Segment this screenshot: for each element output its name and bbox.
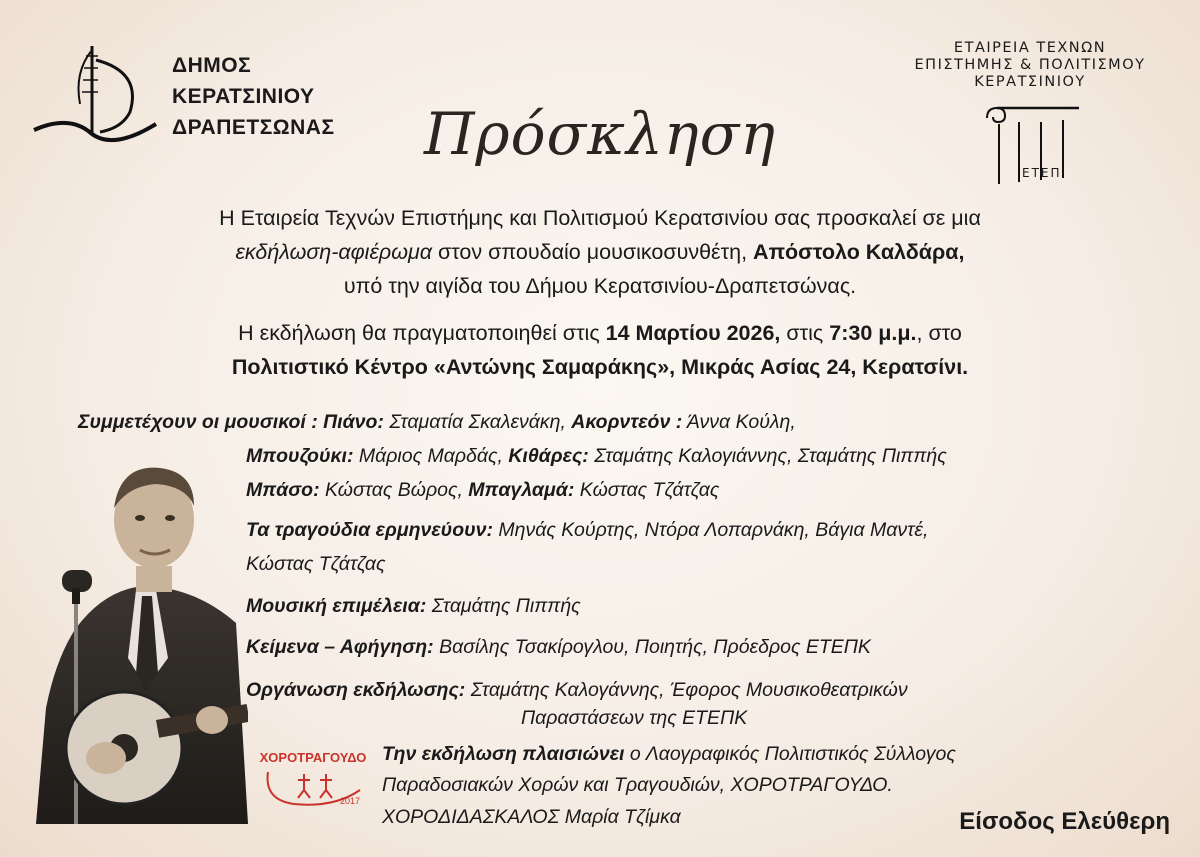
frame-association: ο Λαογραφικός Πολιτιστικός Σύλλογος bbox=[629, 743, 956, 765]
event-date: 14 Μαρτίου 2026, bbox=[605, 321, 781, 345]
municipality-name-line: ΔΡΑΠΕΤΣΩΝΑΣ bbox=[172, 116, 335, 139]
event-prefix: Η εκδήλωση θα πραγματοποιηθεί στις bbox=[238, 321, 606, 345]
event-mid: στις bbox=[780, 321, 830, 345]
organizer: Σταμάτης Καλογάννης, Έφορος Μουσικοθεατρικών bbox=[470, 679, 908, 701]
piano-label: Πιάνο: bbox=[323, 411, 384, 433]
intro-paragraph bbox=[0, 201, 1200, 303]
invitation-title: Πρόσκληση bbox=[423, 100, 777, 168]
organization-label: Οργάνωση εκδήλωσης: bbox=[246, 679, 466, 701]
free-entry: Είσοδος Ελεύθερη bbox=[959, 808, 1170, 835]
frame-line-cont: Παραδοσιακών Χορών και Τραγουδιών, ΧΟΡΟΤΡΑΓΟΥΔΟ. bbox=[382, 774, 893, 796]
chorus-logo-name: ΧΟΡΟΤΡΑΓΟΥΔΟ bbox=[259, 750, 367, 765]
composer-name: Απόστολο Καλδάρα, bbox=[753, 240, 965, 264]
singers: Μηνάς Κούρτης, Ντόρα Λοπαρνάκη, Βάγια Μαντέ, bbox=[498, 519, 929, 541]
event-suffix: , στο bbox=[916, 321, 962, 345]
musicians-label: Συμμετέχουν οι μουσικοί : bbox=[78, 411, 318, 433]
singers-line-cont: Κώστας Τζάτζας bbox=[246, 553, 386, 575]
texts-line bbox=[246, 634, 871, 660]
society-abbreviation: ΕΤΕΠ bbox=[1022, 166, 1062, 180]
accordion-player: Άννα Κούλη, bbox=[686, 411, 796, 433]
bass-player: Κώστας Βώρος, bbox=[325, 479, 463, 501]
bouzouki-player: Μάριος Μαρδάς, bbox=[358, 445, 503, 467]
society-name bbox=[905, 40, 1155, 91]
narrator: Βασίλης Τσακίρογλου, Ποιητής, Πρόεδρος ΕΤΕΠΚ bbox=[439, 636, 871, 658]
frame-line bbox=[382, 741, 956, 767]
society-name-line: ΚΕΡΑΤΣΙΝΙΟΥ bbox=[974, 74, 1086, 90]
piano-player: Σταματία Σκαλενάκη, bbox=[389, 411, 566, 433]
bass-line bbox=[246, 477, 719, 503]
society-name-line: ΕΠΙΣΤΗΜΗΣ & ΠΟΛΙΤΙΣΜΟΥ bbox=[914, 57, 1146, 73]
direction-line bbox=[246, 593, 581, 619]
chorus-logo-year: 2017 bbox=[339, 796, 361, 806]
chorotragoudo-logo bbox=[254, 742, 372, 812]
singers-line bbox=[246, 517, 928, 543]
bouzouki-label: Μπουζούκι: bbox=[246, 445, 354, 467]
bass-label: Μπάσο: bbox=[246, 479, 320, 501]
intro-line-2 bbox=[0, 235, 1200, 269]
event-details bbox=[0, 316, 1200, 384]
texts-label: Κείμενα – Αφήγηση: bbox=[246, 636, 434, 658]
intro-line-1: Η Εταιρεία Τεχνών Επιστήμης και Πολιτισμού Κερατσινίου σας προσκαλεί σε μια bbox=[219, 206, 981, 230]
bouzouki-line bbox=[246, 443, 947, 469]
direction-label: Μουσική επιμέλεια: bbox=[246, 595, 427, 617]
music-director: Σταμάτης Πιππής bbox=[431, 595, 581, 617]
organization-line-cont: Παραστάσεων της ΕΤΕΠΚ bbox=[521, 707, 748, 729]
municipality-name-line: ΔΗΜΟΣ bbox=[172, 54, 252, 77]
organization-line bbox=[246, 677, 908, 703]
municipality-name-line: ΚΕΡΑΤΣΙΝΙΟΥ bbox=[172, 85, 315, 108]
intro-line-3: υπό την αιγίδα του Δήμου Κερατσινίου-Δραπετσώνας. bbox=[343, 274, 857, 298]
baglama-player: Κώστας Τζάτζας bbox=[579, 479, 720, 501]
musicians-line bbox=[78, 409, 796, 435]
society-name-line: ΕΤΑΙΡΕΙΑ ΤΕΧΝΩΝ bbox=[953, 40, 1107, 56]
baglama-label: Μπαγλαμά: bbox=[468, 479, 575, 501]
guitars-label: Κιθάρες: bbox=[508, 445, 589, 467]
event-time: 7:30 μ.μ. bbox=[829, 321, 917, 345]
frame-label: Την εκδήλωση πλαισιώνει bbox=[382, 743, 625, 765]
event-venue: Πολιτιστικό Κέντρο «Αντώνης Σαμαράκης», Μικράς Ασίας 24, Κερατσίνι. bbox=[231, 355, 969, 379]
composer-with-guitar-photo bbox=[36, 458, 248, 824]
guitar-players: Σταμάτης Καλογιάννης, Σταμάτης Πιππής bbox=[594, 445, 947, 467]
dance-teacher: ΧΟΡΟΔΙΔΑΣΚΑΛΟΣ Μαρία Τζίμκα bbox=[382, 806, 681, 828]
accordion-label: Ακορντεόν : bbox=[571, 411, 683, 433]
singers-label: Τα τραγούδια ερμηνεύουν: bbox=[246, 519, 493, 541]
event-type: εκδήλωση-αφιέρωμα bbox=[235, 240, 432, 264]
event-datetime-line bbox=[0, 316, 1200, 350]
intro-text: στον σπουδαίο μουσικοσυνθέτη, bbox=[432, 240, 754, 264]
